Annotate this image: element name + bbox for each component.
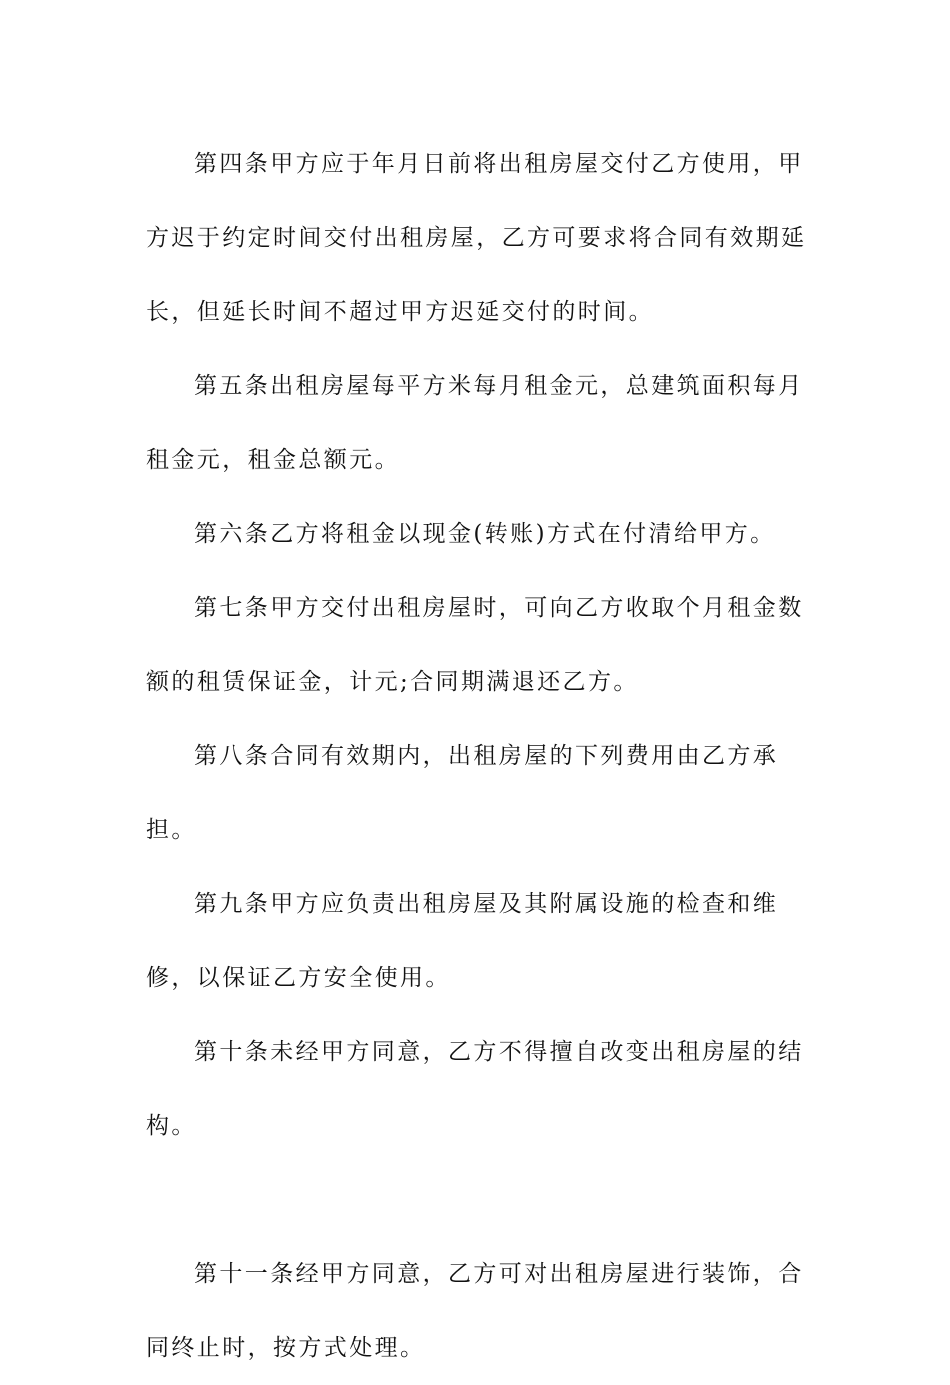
clause-4: 第四条甲方应于年月日前将出租房屋交付乙方使用，甲方迟于约定时间交付出租房屋，乙方可要求将合同有效期延长，但延长时间不超过甲方迟延交付的时间。 — [146, 151, 807, 325]
clause-5: 第五条出租房屋每平方米每月租金元，总建筑面积每月租金元，租金总额元。 — [146, 373, 804, 473]
clause-8: 第八条合同有效期内，出租房屋的下列费用由乙方承担。 — [146, 743, 779, 843]
clause-7: 第七条甲方交付出租房屋时，可向乙方收取个月租金数额的租赁保证金，计元;合同期满退还乙方。 — [146, 595, 804, 695]
document-body — [146, 127, 826, 1385]
paragraph-spacer — [146, 1163, 826, 1237]
clause-6: 第六条乙方将租金以现金(转账)方式在付清给甲方。 — [194, 521, 776, 547]
clause-10: 第十条未经甲方同意，乙方不得擅自改变出租房屋的结构。 — [146, 1039, 804, 1139]
clause-11: 第十一条经甲方同意，乙方可对出租房屋进行装饰，合同终止时，按方式处理。 — [146, 1261, 804, 1361]
clause-9: 第九条甲方应负责出租房屋及其附属设施的检查和维修，以保证乙方安全使用。 — [146, 891, 779, 991]
